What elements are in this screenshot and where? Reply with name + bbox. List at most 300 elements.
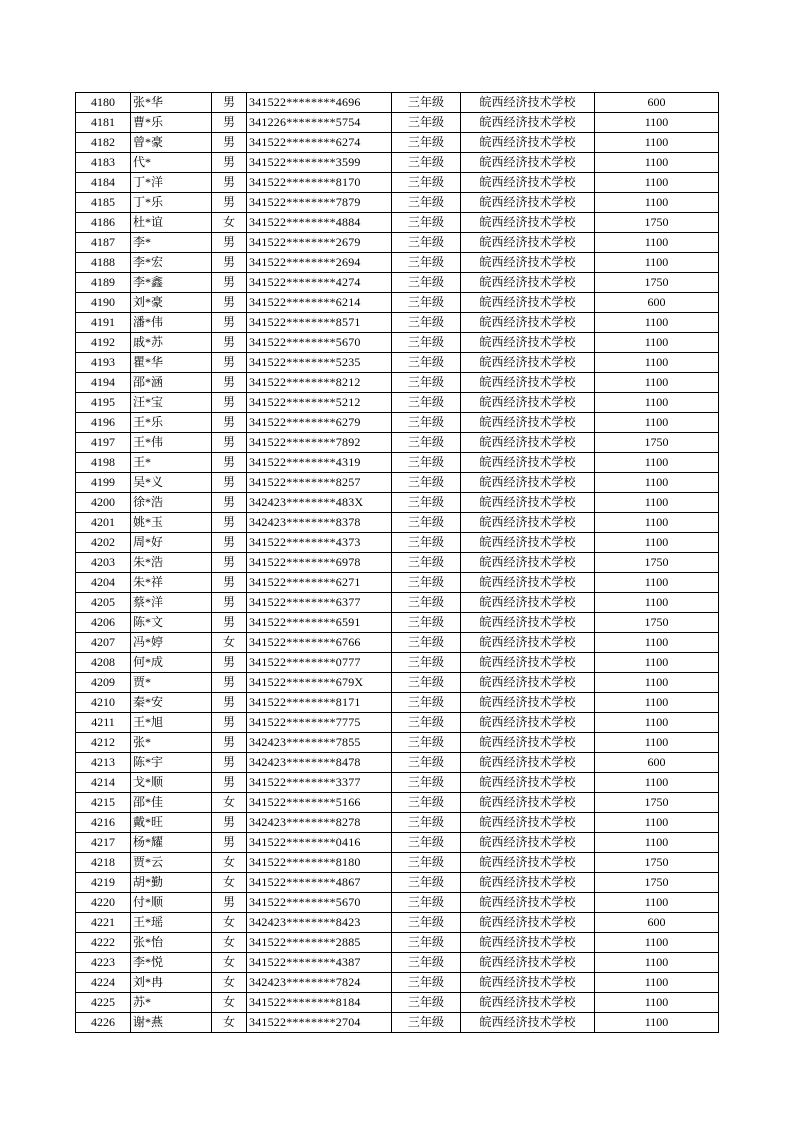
cell-school: 皖西经济技术学校: [461, 433, 595, 453]
cell-grade: 三年级: [392, 973, 461, 993]
cell-name: 秦*安: [131, 693, 212, 713]
cell-seq: 4191: [76, 313, 131, 333]
cell-seq: 4219: [76, 873, 131, 893]
cell-school: 皖西经济技术学校: [461, 133, 595, 153]
cell-id: 341522********5166: [247, 793, 392, 813]
table-row: [76, 293, 719, 313]
cell-grade: 三年级: [392, 1013, 461, 1033]
cell-gender: 男: [212, 133, 247, 153]
cell-amount: 600: [595, 753, 719, 773]
cell-name: 汪*宝: [131, 393, 212, 413]
cell-gender: 男: [212, 333, 247, 353]
cell-gender: 女: [212, 633, 247, 653]
cell-school: 皖西经济技术学校: [461, 933, 595, 953]
cell-amount: 1100: [595, 653, 719, 673]
cell-name: 李*: [131, 233, 212, 253]
cell-name: 瞿*华: [131, 353, 212, 373]
cell-school: 皖西经济技术学校: [461, 593, 595, 613]
cell-id: 341522********8257: [247, 473, 392, 493]
cell-gender: 男: [212, 173, 247, 193]
cell-school: 皖西经济技术学校: [461, 153, 595, 173]
cell-name: 曹*乐: [131, 113, 212, 133]
table-row: [76, 113, 719, 133]
cell-gender: 男: [212, 573, 247, 593]
cell-amount: 1100: [595, 593, 719, 613]
cell-school: 皖西经济技术学校: [461, 953, 595, 973]
cell-amount: 1100: [595, 413, 719, 433]
cell-grade: 三年级: [392, 493, 461, 513]
cell-name: 王*乐: [131, 413, 212, 433]
cell-name: 代*: [131, 153, 212, 173]
cell-amount: 1100: [595, 313, 719, 333]
cell-seq: 4196: [76, 413, 131, 433]
table-row: [76, 933, 719, 953]
table-row: [76, 133, 719, 153]
cell-seq: 4225: [76, 993, 131, 1013]
cell-grade: 三年级: [392, 633, 461, 653]
cell-name: 贾*: [131, 673, 212, 693]
cell-id: 341226********5754: [247, 113, 392, 133]
cell-seq: 4215: [76, 793, 131, 813]
table-row: [76, 573, 719, 593]
cell-name: 曾*豪: [131, 133, 212, 153]
cell-seq: 4194: [76, 373, 131, 393]
student-table-sheet: [75, 92, 719, 1033]
cell-grade: 三年级: [392, 113, 461, 133]
cell-amount: 1100: [595, 953, 719, 973]
cell-amount: 1100: [595, 373, 719, 393]
table-row: [76, 313, 719, 333]
cell-seq: 4184: [76, 173, 131, 193]
cell-grade: 三年级: [392, 933, 461, 953]
cell-gender: 男: [212, 493, 247, 513]
cell-id: 342423********7855: [247, 733, 392, 753]
cell-grade: 三年级: [392, 293, 461, 313]
cell-amount: 1100: [595, 493, 719, 513]
cell-gender: 男: [212, 193, 247, 213]
cell-school: 皖西经济技术学校: [461, 393, 595, 413]
cell-gender: 女: [212, 873, 247, 893]
cell-gender: 男: [212, 893, 247, 913]
cell-seq: 4192: [76, 333, 131, 353]
cell-name: 何*成: [131, 653, 212, 673]
cell-gender: 男: [212, 93, 247, 113]
cell-gender: 女: [212, 933, 247, 953]
cell-gender: 男: [212, 233, 247, 253]
table-row: [76, 553, 719, 573]
cell-grade: 三年级: [392, 613, 461, 633]
cell-seq: 4193: [76, 353, 131, 373]
cell-gender: 男: [212, 433, 247, 453]
cell-seq: 4221: [76, 913, 131, 933]
cell-gender: 男: [212, 773, 247, 793]
cell-amount: 1750: [595, 213, 719, 233]
cell-gender: 男: [212, 533, 247, 553]
cell-grade: 三年级: [392, 813, 461, 833]
cell-grade: 三年级: [392, 553, 461, 573]
cell-amount: 1100: [595, 573, 719, 593]
cell-amount: 1100: [595, 973, 719, 993]
cell-school: 皖西经济技术学校: [461, 613, 595, 633]
cell-name: 王*瑶: [131, 913, 212, 933]
cell-id: 341522********5670: [247, 333, 392, 353]
cell-amount: 1100: [595, 993, 719, 1013]
cell-grade: 三年级: [392, 793, 461, 813]
cell-school: 皖西经济技术学校: [461, 113, 595, 133]
table-row: [76, 273, 719, 293]
cell-school: 皖西经济技术学校: [461, 893, 595, 913]
cell-seq: 4201: [76, 513, 131, 533]
cell-id: 341522********4884: [247, 213, 392, 233]
cell-amount: 1100: [595, 633, 719, 653]
cell-name: 邵*涵: [131, 373, 212, 393]
cell-school: 皖西经济技术学校: [461, 913, 595, 933]
cell-amount: 1100: [595, 1013, 719, 1033]
cell-gender: 男: [212, 833, 247, 853]
cell-gender: 男: [212, 293, 247, 313]
cell-seq: 4183: [76, 153, 131, 173]
table-row: [76, 713, 719, 733]
cell-name: 张*怡: [131, 933, 212, 953]
cell-grade: 三年级: [392, 333, 461, 353]
table-row: [76, 893, 719, 913]
cell-seq: 4203: [76, 553, 131, 573]
cell-id: 341522********8212: [247, 373, 392, 393]
cell-seq: 4211: [76, 713, 131, 733]
table-row: [76, 673, 719, 693]
table-row: [76, 433, 719, 453]
cell-grade: 三年级: [392, 533, 461, 553]
cell-gender: 女: [212, 993, 247, 1013]
cell-name: 谢*燕: [131, 1013, 212, 1033]
cell-school: 皖西经济技术学校: [461, 193, 595, 213]
cell-gender: 男: [212, 713, 247, 733]
cell-seq: 4180: [76, 93, 131, 113]
cell-grade: 三年级: [392, 513, 461, 533]
cell-grade: 三年级: [392, 713, 461, 733]
cell-name: 付*顺: [131, 893, 212, 913]
cell-seq: 4182: [76, 133, 131, 153]
cell-school: 皖西经济技术学校: [461, 753, 595, 773]
cell-grade: 三年级: [392, 593, 461, 613]
cell-gender: 男: [212, 313, 247, 333]
cell-id: 341522********8170: [247, 173, 392, 193]
cell-amount: 1100: [595, 333, 719, 353]
cell-school: 皖西经济技术学校: [461, 793, 595, 813]
cell-grade: 三年级: [392, 833, 461, 853]
cell-id: 341522********8571: [247, 313, 392, 333]
cell-grade: 三年级: [392, 873, 461, 893]
cell-school: 皖西经济技术学校: [461, 713, 595, 733]
cell-id: 341522********5235: [247, 353, 392, 373]
table-row: [76, 973, 719, 993]
cell-school: 皖西经济技术学校: [461, 573, 595, 593]
cell-grade: 三年级: [392, 473, 461, 493]
cell-school: 皖西经济技术学校: [461, 413, 595, 433]
cell-id: 342423********8478: [247, 753, 392, 773]
cell-gender: 男: [212, 253, 247, 273]
cell-gender: 女: [212, 1013, 247, 1033]
cell-amount: 1100: [595, 353, 719, 373]
cell-school: 皖西经济技术学校: [461, 293, 595, 313]
cell-id: 342423********8423: [247, 913, 392, 933]
cell-school: 皖西经济技术学校: [461, 873, 595, 893]
table-row: [76, 253, 719, 273]
cell-school: 皖西经济技术学校: [461, 493, 595, 513]
cell-gender: 男: [212, 553, 247, 573]
cell-school: 皖西经济技术学校: [461, 213, 595, 233]
cell-amount: 600: [595, 913, 719, 933]
cell-amount: 600: [595, 293, 719, 313]
table-row: [76, 453, 719, 473]
cell-grade: 三年级: [392, 733, 461, 753]
cell-school: 皖西经济技术学校: [461, 673, 595, 693]
cell-seq: 4186: [76, 213, 131, 233]
cell-name: 胡*勤: [131, 873, 212, 893]
cell-name: 刘*冉: [131, 973, 212, 993]
cell-amount: 1100: [595, 773, 719, 793]
cell-gender: 男: [212, 513, 247, 533]
cell-grade: 三年级: [392, 913, 461, 933]
cell-seq: 4216: [76, 813, 131, 833]
cell-id: 341522********6766: [247, 633, 392, 653]
table-row: [76, 793, 719, 813]
cell-seq: 4220: [76, 893, 131, 913]
table-row: [76, 753, 719, 773]
cell-id: 341522********4387: [247, 953, 392, 973]
cell-grade: 三年级: [392, 693, 461, 713]
cell-grade: 三年级: [392, 173, 461, 193]
table-row: [76, 373, 719, 393]
cell-grade: 三年级: [392, 433, 461, 453]
cell-grade: 三年级: [392, 93, 461, 113]
cell-name: 李*悦: [131, 953, 212, 973]
cell-seq: 4210: [76, 693, 131, 713]
cell-seq: 4222: [76, 933, 131, 953]
cell-school: 皖西经济技术学校: [461, 853, 595, 873]
cell-gender: 男: [212, 613, 247, 633]
cell-school: 皖西经济技术学校: [461, 353, 595, 373]
cell-gender: 男: [212, 113, 247, 133]
cell-amount: 1100: [595, 713, 719, 733]
cell-school: 皖西经济技术学校: [461, 773, 595, 793]
cell-name: 周*好: [131, 533, 212, 553]
cell-name: 张*: [131, 733, 212, 753]
cell-school: 皖西经济技术学校: [461, 473, 595, 493]
cell-id: 341522********6274: [247, 133, 392, 153]
cell-id: 341522********7892: [247, 433, 392, 453]
cell-grade: 三年级: [392, 413, 461, 433]
cell-amount: 1100: [595, 473, 719, 493]
cell-gender: 女: [212, 793, 247, 813]
table-row: [76, 693, 719, 713]
cell-seq: 4224: [76, 973, 131, 993]
cell-id: 342423********8378: [247, 513, 392, 533]
cell-name: 戚*苏: [131, 333, 212, 353]
cell-school: 皖西经济技术学校: [461, 633, 595, 653]
cell-grade: 三年级: [392, 953, 461, 973]
cell-seq: 4185: [76, 193, 131, 213]
cell-school: 皖西经济技术学校: [461, 373, 595, 393]
cell-amount: 1100: [595, 673, 719, 693]
cell-amount: 1750: [595, 873, 719, 893]
cell-id: 341522********4274: [247, 273, 392, 293]
cell-gender: 女: [212, 953, 247, 973]
cell-grade: 三年级: [392, 193, 461, 213]
cell-id: 342423********8278: [247, 813, 392, 833]
cell-school: 皖西经济技术学校: [461, 553, 595, 573]
cell-name: 杜*谊: [131, 213, 212, 233]
table-row: [76, 213, 719, 233]
cell-name: 陈*文: [131, 613, 212, 633]
cell-id: 341522********6978: [247, 553, 392, 573]
table-row: [76, 173, 719, 193]
cell-id: 342423********483X: [247, 493, 392, 513]
cell-gender: 男: [212, 413, 247, 433]
cell-name: 苏*: [131, 993, 212, 1013]
cell-name: 丁*洋: [131, 173, 212, 193]
cell-grade: 三年级: [392, 133, 461, 153]
cell-id: 341522********4373: [247, 533, 392, 553]
cell-id: 341522********4319: [247, 453, 392, 473]
table-row: [76, 733, 719, 753]
cell-seq: 4223: [76, 953, 131, 973]
table-row: [76, 493, 719, 513]
cell-school: 皖西经济技术学校: [461, 1013, 595, 1033]
cell-school: 皖西经济技术学校: [461, 993, 595, 1013]
cell-amount: 1100: [595, 453, 719, 473]
cell-name: 贾*云: [131, 853, 212, 873]
cell-seq: 4205: [76, 593, 131, 613]
cell-id: 342423********7824: [247, 973, 392, 993]
cell-seq: 4198: [76, 453, 131, 473]
cell-school: 皖西经济技术学校: [461, 813, 595, 833]
cell-school: 皖西经济技术学校: [461, 173, 595, 193]
cell-name: 王*: [131, 453, 212, 473]
cell-name: 王*旭: [131, 713, 212, 733]
cell-amount: 1100: [595, 533, 719, 553]
table-row: [76, 873, 719, 893]
cell-seq: 4190: [76, 293, 131, 313]
cell-gender: 男: [212, 353, 247, 373]
cell-grade: 三年级: [392, 653, 461, 673]
cell-amount: 1100: [595, 253, 719, 273]
cell-name: 李*宏: [131, 253, 212, 273]
table-row: [76, 773, 719, 793]
cell-id: 341522********6279: [247, 413, 392, 433]
cell-amount: 1100: [595, 393, 719, 413]
cell-name: 戈*顺: [131, 773, 212, 793]
table-row: [76, 993, 719, 1013]
cell-seq: 4187: [76, 233, 131, 253]
cell-amount: 1100: [595, 173, 719, 193]
cell-grade: 三年级: [392, 313, 461, 333]
cell-seq: 4195: [76, 393, 131, 413]
cell-name: 朱*浩: [131, 553, 212, 573]
cell-seq: 4199: [76, 473, 131, 493]
cell-amount: 1100: [595, 153, 719, 173]
cell-id: 341522********2694: [247, 253, 392, 273]
cell-id: 341522********8184: [247, 993, 392, 1013]
cell-amount: 1750: [595, 273, 719, 293]
cell-school: 皖西经济技术学校: [461, 653, 595, 673]
cell-gender: 男: [212, 373, 247, 393]
cell-grade: 三年级: [392, 353, 461, 373]
cell-id: 341522********4696: [247, 93, 392, 113]
table-row: [76, 153, 719, 173]
cell-seq: 4208: [76, 653, 131, 673]
cell-grade: 三年级: [392, 573, 461, 593]
cell-grade: 三年级: [392, 213, 461, 233]
cell-amount: 1750: [595, 853, 719, 873]
cell-seq: 4189: [76, 273, 131, 293]
cell-gender: 男: [212, 453, 247, 473]
cell-id: 341522********3377: [247, 773, 392, 793]
cell-amount: 1750: [595, 613, 719, 633]
cell-grade: 三年级: [392, 153, 461, 173]
cell-id: 341522********8180: [247, 853, 392, 873]
cell-grade: 三年级: [392, 273, 461, 293]
cell-amount: 1100: [595, 813, 719, 833]
cell-name: 姚*玉: [131, 513, 212, 533]
cell-id: 341522********6377: [247, 593, 392, 613]
table-row: [76, 473, 719, 493]
cell-seq: 4204: [76, 573, 131, 593]
cell-amount: 1100: [595, 193, 719, 213]
cell-name: 冯*婷: [131, 633, 212, 653]
cell-gender: 男: [212, 273, 247, 293]
cell-name: 徐*浩: [131, 493, 212, 513]
cell-gender: 男: [212, 473, 247, 493]
table-row: [76, 333, 719, 353]
cell-seq: 4226: [76, 1013, 131, 1033]
cell-grade: 三年级: [392, 253, 461, 273]
cell-seq: 4197: [76, 433, 131, 453]
cell-amount: 1750: [595, 793, 719, 813]
table-row: [76, 593, 719, 613]
table-row: [76, 653, 719, 673]
cell-name: 吴*义: [131, 473, 212, 493]
cell-id: 341522********8171: [247, 693, 392, 713]
cell-amount: 1100: [595, 133, 719, 153]
cell-seq: 4218: [76, 853, 131, 873]
cell-name: 蔡*洋: [131, 593, 212, 613]
cell-id: 341522********2704: [247, 1013, 392, 1033]
cell-id: 341522********5670: [247, 893, 392, 913]
cell-id: 341522********2679: [247, 233, 392, 253]
table-row: [76, 93, 719, 113]
cell-gender: 男: [212, 673, 247, 693]
cell-name: 李*鑫: [131, 273, 212, 293]
cell-gender: 女: [212, 213, 247, 233]
cell-grade: 三年级: [392, 753, 461, 773]
cell-amount: 1100: [595, 733, 719, 753]
cell-grade: 三年级: [392, 453, 461, 473]
cell-grade: 三年级: [392, 853, 461, 873]
cell-grade: 三年级: [392, 893, 461, 913]
cell-school: 皖西经济技术学校: [461, 833, 595, 853]
cell-seq: 4207: [76, 633, 131, 653]
cell-seq: 4214: [76, 773, 131, 793]
cell-amount: 1100: [595, 833, 719, 853]
cell-id: 341522********6271: [247, 573, 392, 593]
cell-grade: 三年级: [392, 673, 461, 693]
cell-name: 王*伟: [131, 433, 212, 453]
cell-gender: 男: [212, 593, 247, 613]
cell-seq: 4213: [76, 753, 131, 773]
cell-gender: 女: [212, 973, 247, 993]
cell-id: 341522********0416: [247, 833, 392, 853]
